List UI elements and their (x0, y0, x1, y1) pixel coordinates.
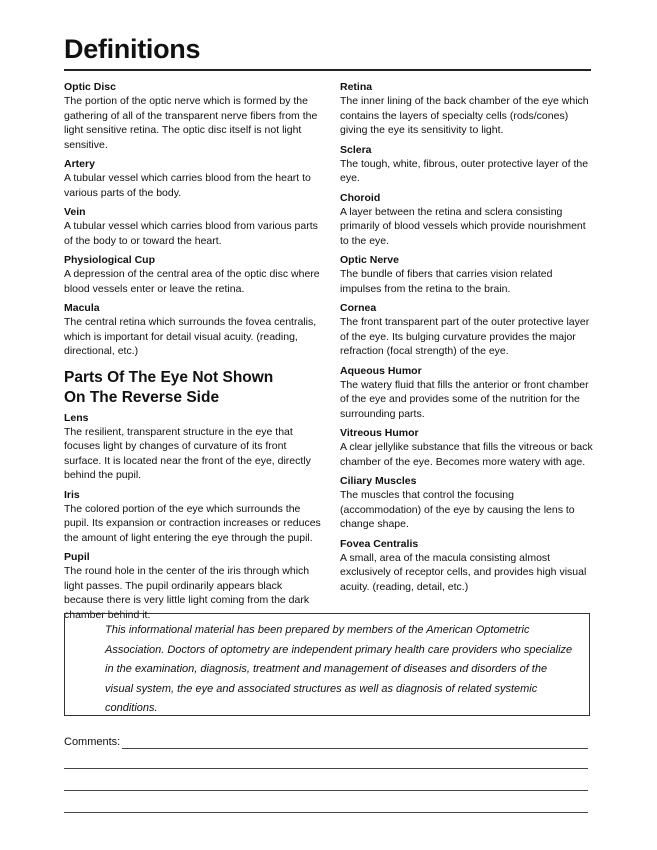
term-macula: Macula (64, 302, 100, 314)
term-optic-disc: Optic Disc (64, 81, 116, 93)
definition-entry (340, 301, 596, 359)
term-pupil: Pupil (64, 551, 90, 563)
definition-aqueous-humor: The watery fluid that fills the anterior or front chamber of the eye and provides some of the nutrition for the surrounding parts. (340, 378, 589, 420)
term-cornea: Cornea (340, 302, 377, 314)
definition-sclera: The tough, white, fibrous, outer protective layer of the eye. (340, 157, 589, 184)
definition-entry (340, 426, 596, 469)
term-iris: Iris (64, 488, 80, 501)
definition-entry (340, 537, 596, 595)
comments-line-4[interactable] (64, 812, 588, 813)
page-title: Definitions (64, 34, 201, 64)
aoa-notice-box (64, 613, 590, 716)
term-retina: Retina (340, 81, 373, 93)
term-vitreous-humor: Vitreous Humor (340, 427, 419, 439)
definition-entry (64, 301, 324, 359)
term-aqueous-humor: Aqueous Humor (340, 364, 422, 377)
definition-physiological-cup: A depression of the central area of the optic disc where blood vessels enter or leave the retina. (64, 268, 320, 295)
title-divider (64, 69, 591, 71)
definition-choroid: A layer between the retina and sclera consisting primarily of blood vessels which provide nourishment to the eye. (340, 205, 586, 247)
definition-entry (64, 80, 324, 152)
definition-entry (340, 253, 596, 296)
left-column (64, 80, 324, 627)
definition-entry (340, 143, 596, 186)
definition-entry (64, 253, 324, 296)
comments-line-1[interactable] (122, 748, 588, 749)
definition-pupil: The round hole in the center of the iris through which light passes. The pupil ordinarily appears black because there is very little light coming from the dark chamber behind it. (64, 565, 310, 621)
comments-line-2[interactable] (64, 768, 588, 769)
definition-entry (64, 205, 324, 248)
section-heading (64, 368, 324, 408)
term-ciliary-muscles: Ciliary Muscles (340, 475, 417, 487)
definition-iris: The colored portion of the eye which surrounds the pupil. Its expansion or contraction increases or reduces the amount of light entering the eye through the pupil. (64, 502, 321, 544)
definition-lens: The resilient, transparent structure in the eye that focuses light by changes of curvature of its front surface. It is located near the front of the eye, directly behind the pupil. (64, 425, 311, 481)
comments-row (64, 735, 588, 749)
section-heading-line1: Parts Of The Eye Not Shown (64, 368, 274, 386)
definition-optic-disc: The portion of the optic nerve which is formed by the gathering of all of the transparent nerve fibers from the light sensitive retina. The optic disc itself is not light sensitive. (64, 95, 318, 151)
term-fovea-centralis: Fovea Centralis (340, 537, 419, 550)
term-sclera: Sclera (340, 143, 372, 156)
definition-fovea-centralis: A small, area of the macula consisting almost exclusively of receptor cells, and provides high visual acuity. (reading, detail, etc.) (340, 551, 587, 593)
term-vein: Vein (64, 206, 86, 218)
term-physiological-cup: Physiological Cup (64, 254, 156, 266)
comments-section (64, 735, 588, 749)
definition-entry (340, 474, 596, 532)
definition-vitreous-humor: A clear jellylike substance that fills the vitreous or back chamber of the eye. Becomes more watery with age. (340, 441, 593, 468)
term-choroid: Choroid (340, 191, 381, 204)
definition-entry (64, 488, 324, 546)
definition-ciliary-muscles: The muscles that control the focusing (accommodation) of the eye by causing the lens to change shape. (340, 489, 575, 530)
comments-line-3[interactable] (64, 790, 588, 791)
term-optic-nerve: Optic Nerve (340, 254, 399, 266)
definition-entry (64, 550, 324, 622)
definition-vein: A tubular vessel which carries blood from various parts of the body to or toward the heart. (64, 220, 318, 247)
definition-optic-nerve: The bundle of fibers that carries vision related impulses from the retina to the brain. (340, 268, 553, 295)
term-lens: Lens (64, 411, 89, 424)
definition-macula: The central retina which surrounds the fovea centralis, which is important for detail visual acuity. (reading, directional, etc.) (64, 316, 317, 357)
right-column (340, 80, 596, 599)
definition-retina: The inner lining of the back chamber of the eye which contains the layers of specialty cells (rods/cones) giving the eye its sensitivity to light. (340, 95, 589, 136)
definition-entry (340, 80, 596, 138)
definition-entry (340, 191, 596, 249)
definition-artery: A tubular vessel which carries blood from the heart to various parts of the body. (64, 172, 311, 199)
definition-entry (340, 364, 596, 422)
comments-label: Comments: (64, 736, 121, 748)
section-heading-line2: On The Reverse Side (64, 388, 220, 406)
definition-entry (64, 157, 324, 200)
definition-entry (64, 411, 324, 483)
term-artery: Artery (64, 158, 95, 170)
definition-cornea: The front transparent part of the outer protective layer of the eye. Its bulging curvature provides the major refraction (focal strength) of the eye. (340, 316, 590, 357)
aoa-notice-text: This informational material has been prepared by members of the American Optometric Association. Doctors of optometry are independent primary health care providers who specialize in the examination, diagnosis, treatment and management of diseases and disorders of the visual system, the eye and associated structures as well as diagnosis of related systemic conditions. (105, 624, 573, 714)
